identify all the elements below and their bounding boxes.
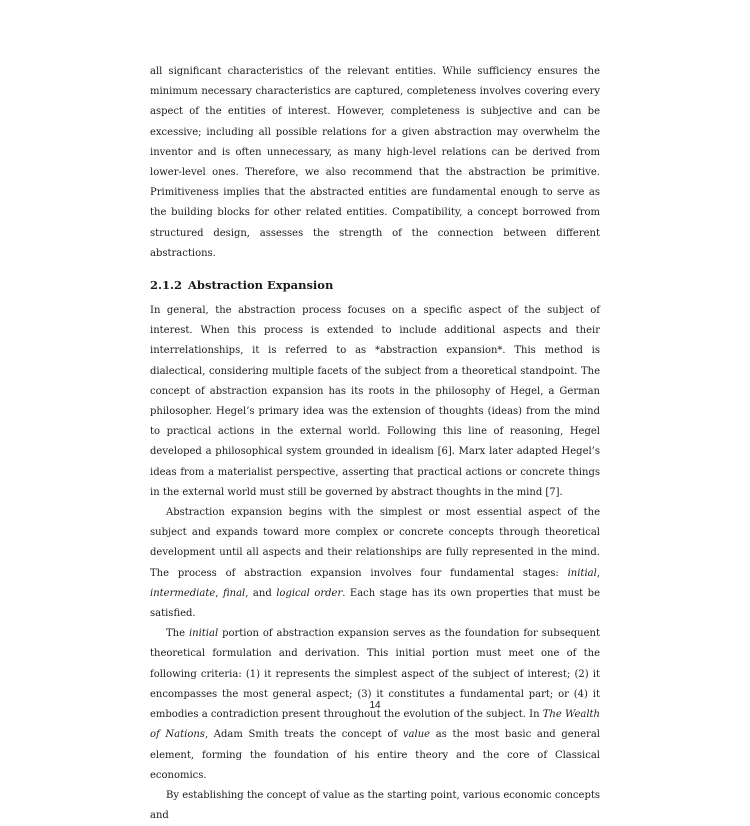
stage-logical-order: logical order <box>276 587 343 599</box>
paragraph-3-text-c: , Adam Smith treats the concept of <box>204 729 403 741</box>
section-number: 2.1.2 <box>150 278 183 293</box>
paragraph-2-sep-2: , <box>215 587 223 599</box>
stage-intermediate: intermediate <box>150 587 216 599</box>
stage-initial: initial <box>567 567 597 579</box>
paragraph-2-text-a: Abstraction expansion begins with the simplest or most essential aspect of the subject and expands toward more complex or concrete concepts through theoretical development until all aspects and their relationships are fully represented in the mind. The process of abstraction expansion involves four fundamental stages: <box>150 507 600 579</box>
paragraph-4: By establishing the concept of value as the starting point, various economic concepts and <box>150 789 600 822</box>
paragraph-top: all significant characteristics of the relevant entities. While sufficiency ensures the minimum necessary characteristics are captured, completeness involves covering every aspect of the entities of interest. However, completeness is subjective and can be excessive; including all possible relations for a given abstraction may overwhelm the inventor and is often unnecessary, as many high-level relations can be derived from lower-level ones. Therefore, we also recommend that the abstraction be primitive. Primitiveness implies that the abstracted entities are fundamental enough to serve as the building blocks for other related entities. Compatibility, a concept borrowed from structured design, assesses the strength of the connection between different abstractions. <box>150 66 600 259</box>
paragraph-2-sep-3: , and <box>245 587 277 599</box>
document-page <box>150 62 600 826</box>
paragraph-3-text-b: portion of abstraction expansion serves as the foundation for subsequent theoretical formulation and derivation. This initial portion must meet one of the following criteria: (1) it represents the simplest aspect of the subject of interest; (2) it encompasses the most general aspect; (3) it constitutes a fundamental part; or (4) it embodies a contradiction present throughout the evolution of the subject. In <box>150 628 600 721</box>
initial-word: initial <box>188 628 219 640</box>
section-title: Abstraction Expansion <box>188 278 334 293</box>
value-word: value <box>402 729 431 741</box>
section-heading <box>150 276 600 294</box>
paragraph-2-sep-1: , <box>596 567 600 579</box>
paragraph-2-text-b: . Each stage has its own properties that must be satisfied. <box>150 587 601 620</box>
paragraph-3-text-a: The <box>166 628 189 640</box>
paragraph-2 <box>150 503 600 624</box>
paragraph-3-text-d: as the most basic and general element, forming the foundation of his entire theory and the core of Classical economics. <box>150 729 601 781</box>
book-title: The Wealth of Nations <box>150 709 600 741</box>
page-number: 14 <box>369 700 381 711</box>
stage-final: final <box>222 587 246 599</box>
paragraph-1: In general, the abstraction process focuses on a specific aspect of the subject of interest. When this process is extended to include additional aspects and their interrelationships, it is referred to as *abstraction expansion*. This method is dialectical, considering multiple facets of the subject from a theoretical standpoint. The concept of abstraction expansion has its roots in the philosophy of Hegel, a German philosopher. Hegel’s primary idea was the extension of thoughts (ideas) from the mind to practical actions in the external world. Following this line of reasoning, Hegel developed a philosophical system grounded in idealism [6]. Marx later adapted Hegel’s ideas from a materialist perspective, asserting that practical actions or concrete things in the external world must still be governed by abstract thoughts in the mind [7]. <box>150 305 600 498</box>
